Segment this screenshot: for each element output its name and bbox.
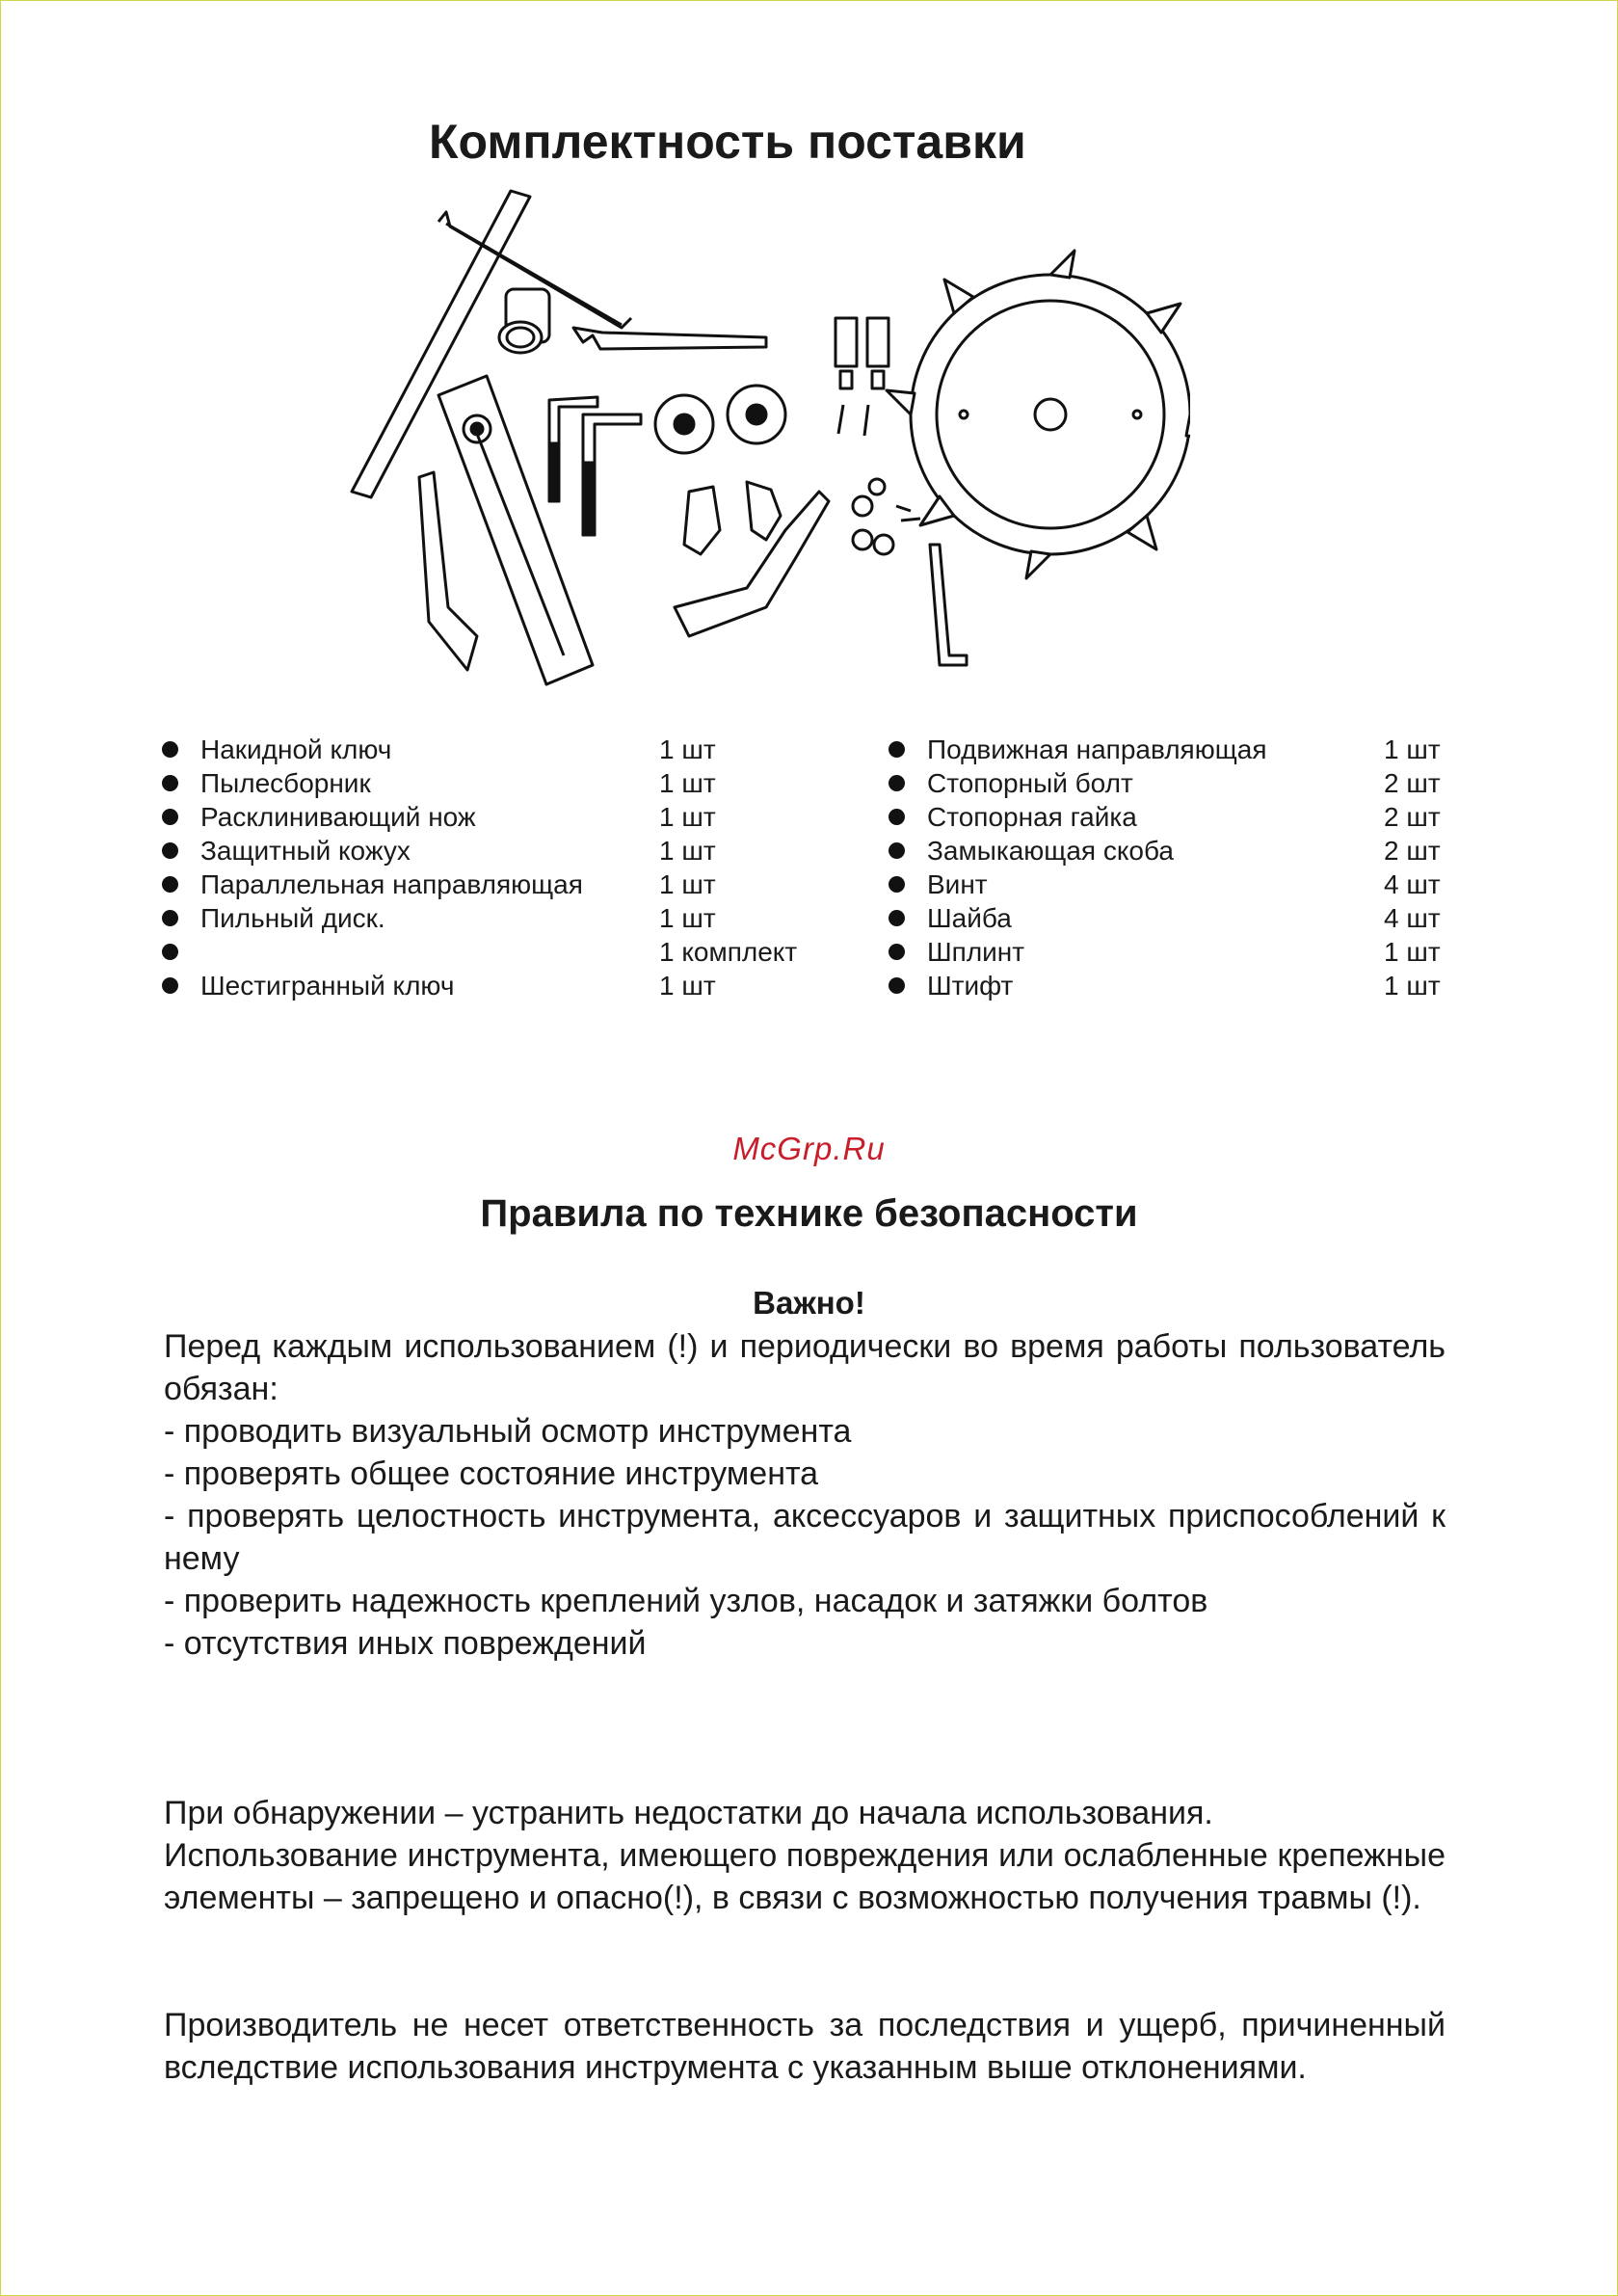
bullet-icon <box>889 809 905 825</box>
bullet-icon <box>162 775 178 791</box>
bullet-icon <box>889 876 905 893</box>
note-paragraph: При обнаружении – устранить недостатки до начала использования. <box>164 1795 1213 1831</box>
bullet-icon <box>162 842 178 859</box>
safety-notes <box>164 1792 1446 1919</box>
list-item: Стопорный болт 2 шт <box>889 766 1467 800</box>
bullet-icon <box>889 775 905 791</box>
check-item: - проверить надежность креплений узлов, насадок и затяжки болтов <box>164 1583 1208 1619</box>
clamp-2 <box>747 482 781 540</box>
safety-title: Правила по технике безопасности <box>480 1192 1138 1235</box>
check-item: - отсутствия иных повреждений <box>164 1625 647 1662</box>
bullet-icon <box>889 944 905 960</box>
saw-blade <box>887 251 1190 578</box>
check-item: - проверять целостность инструмента, аксессуаров и защитных приспособлений к нему <box>164 1498 1446 1577</box>
parts-illustration <box>342 183 1190 723</box>
list-item: Стопорная гайка 2 шт <box>889 800 1467 834</box>
allen-key <box>930 545 967 665</box>
bullet-icon <box>889 741 905 758</box>
delivery-list-left <box>162 733 836 1002</box>
bullet-icon <box>889 910 905 926</box>
safety-intro: Перед каждым использованием (!) и периодически во время работы пользователь обязан: <box>164 1328 1446 1407</box>
list-item: Шплинт 1 шт <box>889 935 1467 969</box>
bullet-icon <box>162 910 178 926</box>
carbon-brush-1 <box>836 318 857 366</box>
list-item: Параллельная направляющая 1 шт <box>162 868 836 901</box>
list-item: Шестигранный ключ 1 шт <box>162 969 836 1002</box>
bullet-icon <box>889 977 905 994</box>
delivery-list-right <box>889 733 1467 1002</box>
list-item: Расклинивающий нож 1 шт <box>162 800 836 834</box>
list-item: Защитный кожух 1 шт <box>162 834 836 868</box>
list-item: Штифт 1 шт <box>889 969 1467 1002</box>
bullet-icon <box>162 741 178 758</box>
list-item: Пильный диск. 1 шт <box>162 901 836 935</box>
list-item: Пылесборник 1 шт <box>162 766 836 800</box>
important-heading: Важно! <box>753 1285 865 1321</box>
bullet-icon <box>889 842 905 859</box>
spanner <box>573 328 766 349</box>
riving-knife <box>419 472 477 670</box>
safety-checks <box>164 1325 1446 1665</box>
list-item: 1 комплект <box>162 935 836 969</box>
bullet-icon <box>162 977 178 994</box>
watermark-link[interactable]: McGrp.Ru <box>732 1131 886 1166</box>
bullet-icon <box>162 876 178 893</box>
disclaimer-paragraph: Производитель не несет ответственность за последствия и ущерб, причиненный вследствие использования инструмента с указанным выше отклонениями. <box>164 2007 1446 2086</box>
list-item: Шайба 4 шт <box>889 901 1467 935</box>
delivery-title: Комплектность поставки <box>429 115 1026 169</box>
bullet-icon <box>162 944 178 960</box>
clamp-1 <box>684 487 720 554</box>
list-item: Винт 4 шт <box>889 868 1467 901</box>
carbon-brush-2 <box>867 318 889 366</box>
list-item: Накидной ключ 1 шт <box>162 733 836 766</box>
bullet-icon <box>162 809 178 825</box>
check-item: - проверять общее состояние инструмента <box>164 1455 819 1492</box>
list-item: Подвижная направляющая 1 шт <box>889 733 1467 766</box>
note-paragraph: Использование инструмента, имеющего повреждения или ослабленные крепежные элементы – запрещено и опасно(!), в связи с возможностью получения травмы (!). <box>164 1837 1446 1916</box>
check-item: - проводить визуальный осмотр инструмента <box>164 1413 852 1450</box>
list-item: Замыкающая скоба 2 шт <box>889 834 1467 868</box>
disclaimer <box>164 2004 1446 2089</box>
